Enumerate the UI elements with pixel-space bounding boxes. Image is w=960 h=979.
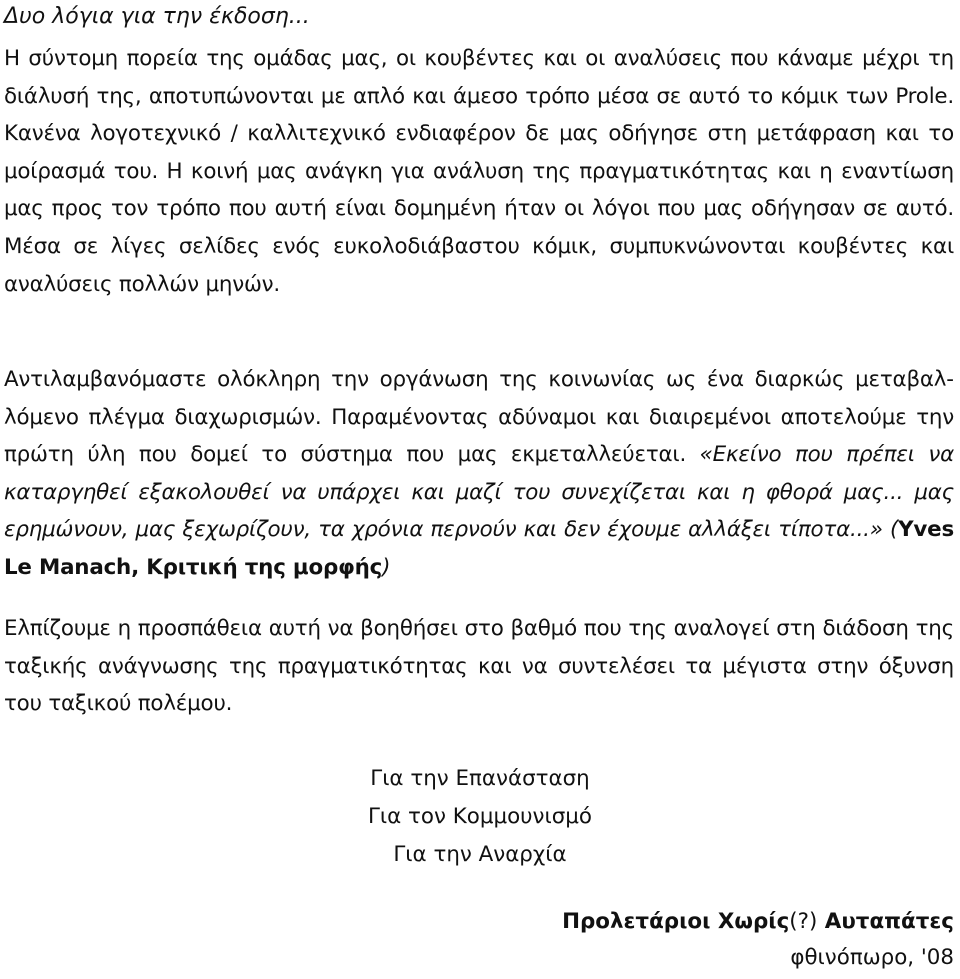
quotation: «Εκείνο που πρέπει να καταργηθεί εξακολουθεί να υπάρχει και μαζί του συνεχίζεται και η φθορά μας... μας ερημώνουν, μας ξεχωρίζουν, τα χρόνια περνούν και δεν έχουμε αλλάξει τίποτα...»	[4, 442, 954, 543]
quotation-source-author: Yves Le Manach, Κριτική της μορφής	[4, 517, 954, 580]
closing-line-communism: Για τον Κομμουνισμό	[367, 804, 592, 829]
signature-name-question: (?)	[789, 909, 818, 934]
quotation-source-close: )	[382, 554, 391, 580]
signature-name-part1: Προλετάριοι Χωρίς	[562, 909, 790, 934]
paragraph-hope: Ελπίζουμε η προσπάθεια αυτή να βοηθήσει στο βαθμό που της αναλογεί στη διάδοση της ταξικής ανάγνωσης της πραγματικότητας και να συντελέσει τα μέγιστα στην όξυνση του ταξικού πολέμου.	[4, 616, 954, 717]
paragraph-separations	[4, 361, 954, 587]
closing-line-anarchy: Για την Αναρχία	[393, 842, 567, 867]
signature-name-part3: Αυταπάτες	[817, 909, 954, 934]
closing-line-revolution: Για την Επανάσταση	[370, 766, 590, 791]
signature-group-name	[562, 905, 954, 939]
paragraph-separations-text: Αντιλαμβανόμαστε ολόκληρη την οργάνωση της κοινωνίας ως ένα διαρκώς μεταβαλλόμενο πλέγμα διαχωρισμών. Παραμένοντας αδύναμοι και διαιρεμένοι αποτελούμε την πρώτη ύλη που δομεί το σύστημα που μας εκμεταλλεύεται.	[4, 367, 954, 468]
signature-date: φθινόπωρο, '08	[790, 945, 954, 970]
quotation-source-open: (	[889, 517, 899, 543]
document-heading: Δυο λόγια για την έκδοση...	[4, 4, 310, 29]
paragraph-intro: Η σύντομη πορεία της ομάδας μας, οι κουβέντες και οι αναλύσεις που κάναμε μέχρι τη διάλυσή της, αποτυπώνονται με απλό και άμεσο τρόπο μέσα σε αυτό το κόμικ των Prole. Κανένα λογοτεχνικό / καλλιτεχνικό ενδιαφέρον δε μας οδήγησε στη μετάφραση και το μοίρασμά του. Η κοινή μας ανάγκη για ανάλυση της πραγματικότητας και η εναντίωση μας προς τον τρόπο που αυτή είναι δομημένη ήταν οι λόγοι που μας οδήγησαν σε αυτό. Μέσα σε λίγες σελίδες ενός ευκολοδιάβαστου κόμικ, συμπυκνώνονται κουβέντες και αναλύσεις πολλών μηνών.	[4, 46, 954, 297]
